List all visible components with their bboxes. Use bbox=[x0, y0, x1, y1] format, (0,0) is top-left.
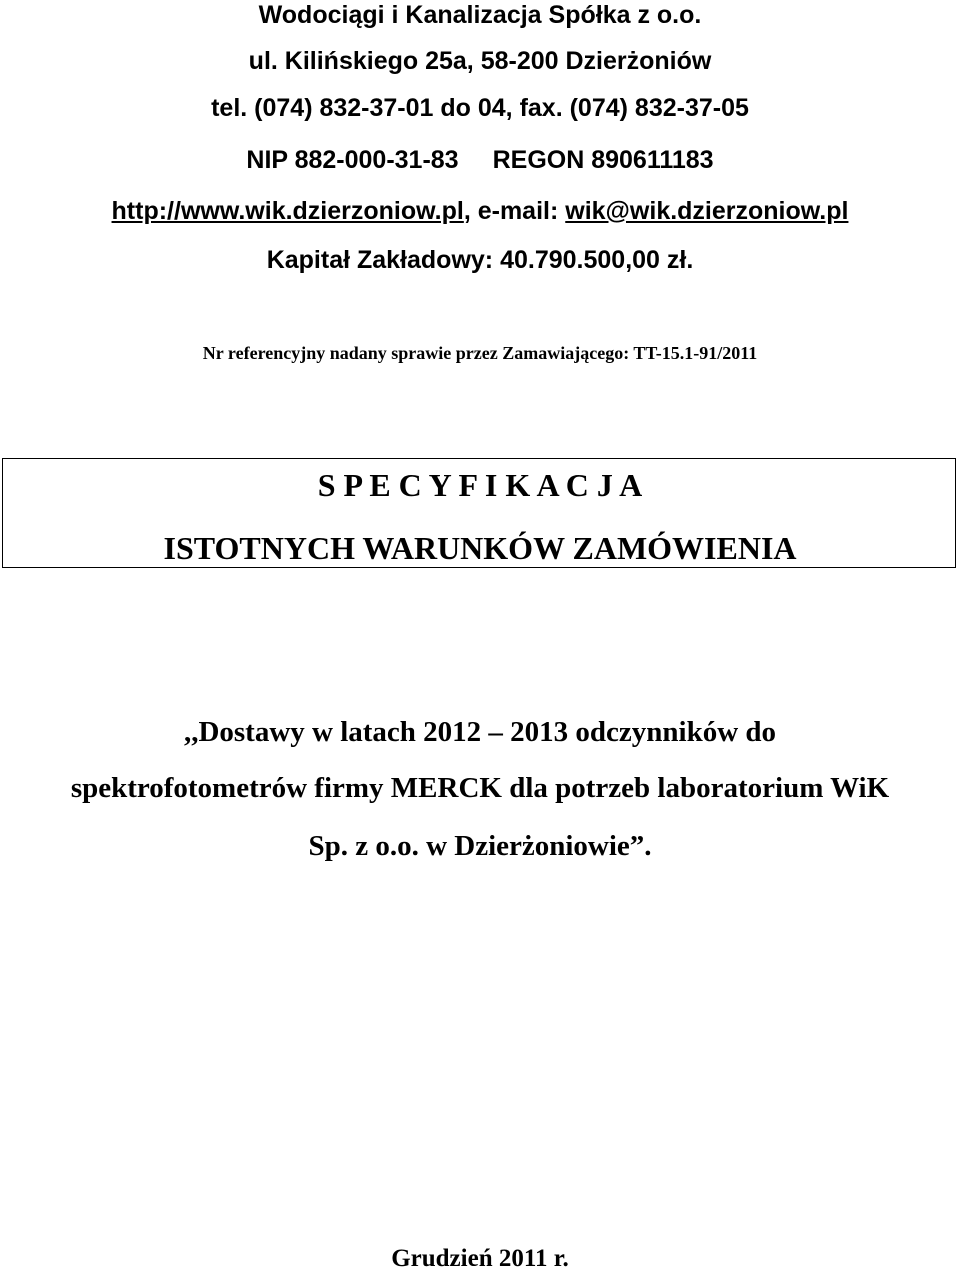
subject-line-3: Sp. z o.o. w Dzierżoniowie”. bbox=[308, 830, 652, 862]
company-phone-fax: tel. (074) 832-37-01 do 04, fax. (074) 832-37-05 bbox=[211, 94, 749, 122]
specification-title: S P E C Y F I K A C J A bbox=[317, 467, 643, 503]
reference-number: Nr referencyjny nadany sprawie przez Zamawiającego: TT-15.1-91/2011 bbox=[202, 343, 758, 363]
website-link[interactable]: http://www.wik.dzierzoniow.pl bbox=[111, 197, 464, 225]
document-date: Grudzień 2011 r. bbox=[391, 1245, 569, 1272]
company-capital: Kapitał Zakładowy: 40.790.500,00 zł. bbox=[266, 246, 694, 274]
company-nip: NIP 882-000-31-83 bbox=[246, 146, 459, 174]
company-contact bbox=[0, 196, 960, 226]
company-registry-numbers bbox=[0, 145, 960, 175]
company-name: Wodociągi i Kanalizacja Spółka z o.o. bbox=[258, 1, 702, 29]
company-address: ul. Kilińskiego 25a, 58-200 Dzierżoniów bbox=[248, 47, 712, 75]
company-regon: REGON 890611183 bbox=[492, 146, 714, 174]
subject-line-1: ,,Dostawy w latach 2012 – 2013 odczynników do bbox=[183, 716, 777, 748]
specification-subtitle: ISTOTNYCH WARUNKÓW ZAMÓWIENIA bbox=[163, 530, 797, 566]
email-label: , e-mail: bbox=[463, 197, 566, 225]
email-link[interactable]: wik@wik.dzierzoniow.pl bbox=[565, 197, 849, 225]
subject-line-2: spektrofotometrów firmy MERCK dla potrzeb laboratorium WiK bbox=[70, 772, 890, 804]
